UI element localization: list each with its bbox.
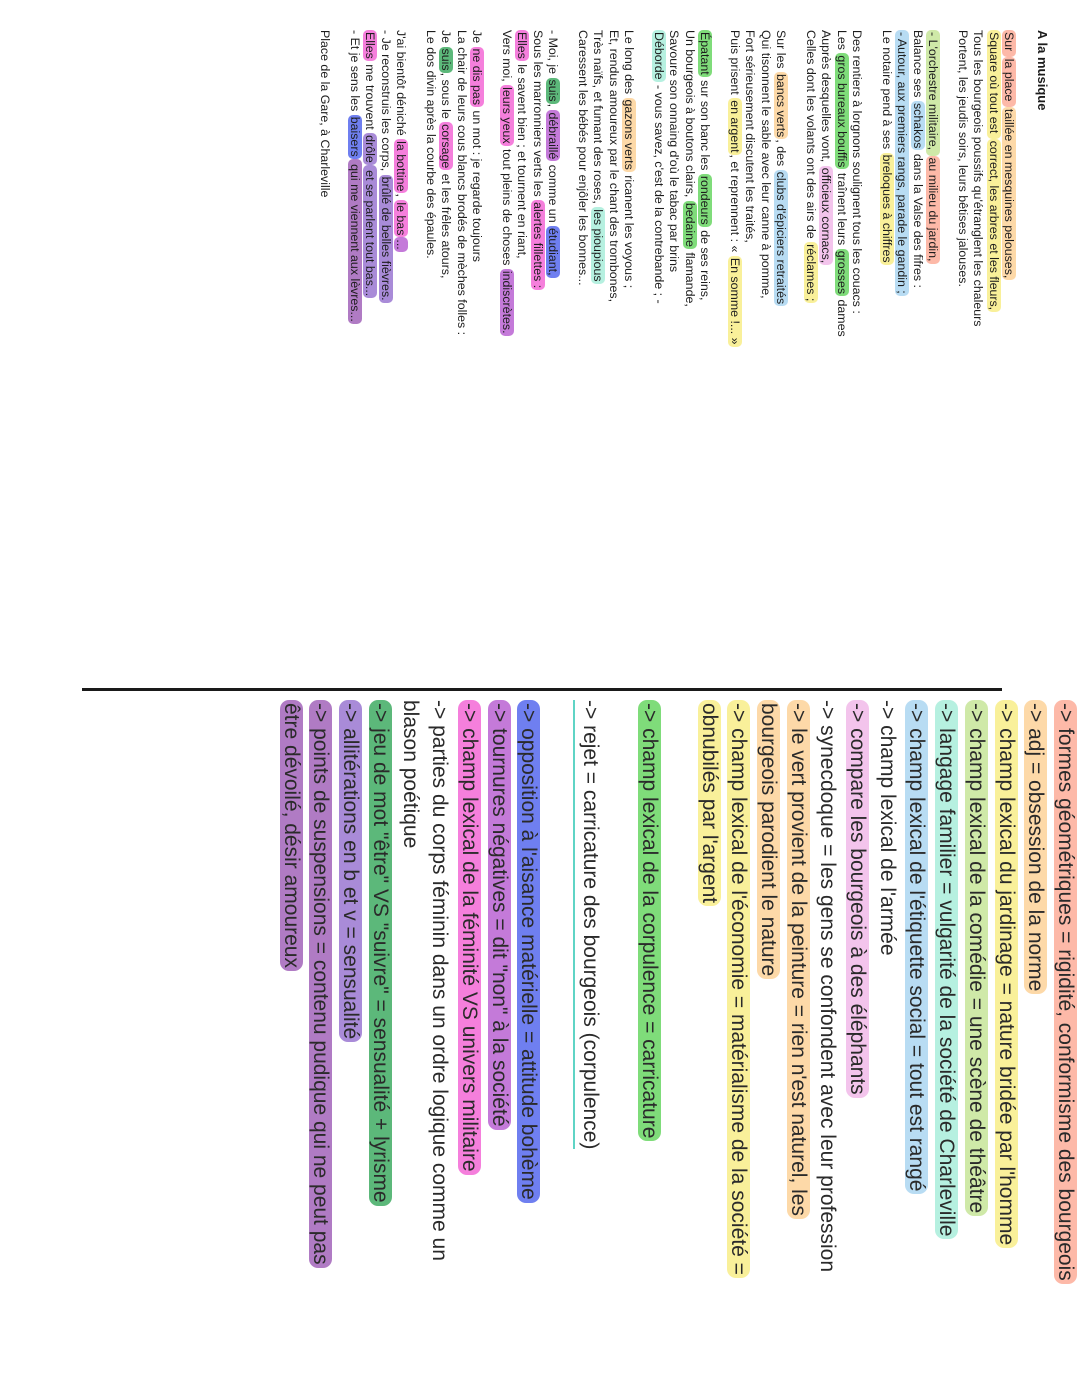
poem-line: [469, 30, 485, 630]
poem-line: [955, 30, 971, 630]
highlighted-phrase: qui me viennent aux lèvres...: [348, 160, 362, 322]
annotation-line: [395, 700, 425, 1380]
highlighted-phrase: bancs verts: [774, 74, 789, 138]
poem-line: [651, 30, 667, 630]
annotation-line: [484, 700, 514, 1380]
highlighted-phrase: grosses: [835, 250, 849, 295]
poem-line: [454, 30, 470, 630]
highlighted-phrase: clubs d'épiciers retraités: [774, 171, 789, 305]
poem-text: flamande,: [683, 248, 697, 307]
highlighted-phrase: drôle: [363, 135, 378, 163]
poem-text: Très naïfs, et fumant des roses,: [591, 30, 606, 208]
poem-line: [545, 30, 561, 630]
poem-line: [514, 30, 530, 630]
poem-line: [818, 30, 834, 630]
poem-text: sur son banc les: [698, 76, 713, 174]
annotation-text: bourgeois parodient le nature: [757, 700, 780, 979]
annotations: [276, 700, 1080, 1380]
poem-text: Fort sérieusement discutent les traités,: [743, 30, 758, 243]
poem-text: Savoure son onnaing d'où le tabac par brins: [667, 30, 682, 273]
poem-line: [575, 30, 591, 630]
annotation-line: [573, 700, 605, 1380]
highlighted-phrase: suis: [546, 79, 561, 102]
poem-text: Le dos divin après la courbe des épaules.: [424, 30, 438, 259]
poem-title: A la musique: [1035, 30, 1050, 111]
poem-line: [773, 30, 789, 630]
poem-text: Je: [439, 30, 454, 47]
annotation-text: -> champ lexical de l'armée: [875, 700, 899, 956]
poem-line: [803, 30, 819, 630]
highlighted-phrase: alertes fillettes :: [531, 202, 545, 289]
annotation-text: obnubilés par l'argent: [698, 700, 721, 906]
highlighted-phrase: brûlé de belles fièvres.: [379, 176, 393, 301]
poem-line: [894, 30, 910, 630]
note-spacer: [664, 700, 694, 1380]
annotation-line: [454, 700, 484, 1380]
poem-text: Sur les: [774, 30, 789, 73]
highlighted-phrase: au milieu du jardin,: [926, 157, 941, 262]
highlighted-phrase: Elles: [515, 32, 530, 59]
poem-text: Je: [470, 30, 485, 47]
annotation-text: -> tournures négatives = dit "non" à la société: [488, 700, 511, 1130]
poem-text: Portent, les jeudis soirs, leurs bêtises jalouses.: [956, 30, 970, 287]
annotation-line: [634, 700, 664, 1380]
highlighted-phrase: les pioupious: [591, 209, 606, 282]
annotation-line: [961, 700, 991, 1380]
highlighted-phrase: En somme !... »: [728, 257, 742, 345]
annotation-line: [724, 700, 754, 1380]
poem-text: - vous savez, c'est de la contrebande ; -: [652, 81, 666, 304]
note-spacer: [543, 700, 573, 1380]
poem-text: La chair de leurs cous blancs brodés de mèches folles :: [455, 30, 469, 336]
highlighted-phrase: - L'orchestre militaire,: [926, 32, 941, 154]
poem-line: [347, 30, 363, 630]
annotation-text: -> jeu de mot "être" VS "suivre" = sensualité + lyrisme: [369, 700, 392, 1206]
poem-text: J'ai bientôt déniché: [394, 30, 409, 140]
poem-line: [970, 30, 986, 630]
highlighted-phrase: le bas: [394, 202, 409, 236]
annotation-text: -> champ lexical de l'étiquette social = tout est rangé: [905, 700, 928, 1194]
poem-line: [606, 30, 622, 630]
annotation-line: [306, 700, 336, 1380]
poem-stanzas: [347, 30, 1017, 630]
poem-stanza: [575, 30, 637, 630]
annotation-line: [365, 700, 395, 1380]
highlighted-phrase: Elles: [363, 32, 378, 59]
poem-line: [423, 30, 439, 630]
poem-text: Sous les marronniers verts les: [531, 30, 545, 201]
poem-text: Puis prisent: [728, 30, 742, 99]
poem-line: [530, 30, 546, 630]
annotation-text: -> rejet = carricature des bourgeois (corpulence): [573, 700, 605, 1149]
poem-stanza: [347, 30, 409, 630]
annotation-line: [425, 700, 455, 1380]
highlighted-phrase: débraillé: [546, 112, 561, 160]
highlighted-phrase: rondeurs: [698, 175, 713, 225]
poem-text: , sous le: [439, 72, 454, 123]
annotation-line: [783, 700, 813, 1380]
poem-text: Auprès desquelles vont,: [819, 30, 834, 166]
note-spacer: [605, 700, 635, 1380]
annotation-line: [514, 700, 544, 1380]
poem-text: Le long des: [622, 30, 637, 98]
poem-text: Des rentiers à lorgnons soulignent tous les couacs :: [850, 30, 865, 314]
poem-line: [362, 30, 378, 630]
highlighted-phrase: corsage: [439, 124, 454, 169]
poem-text: - Je reconstruis les corps,: [379, 30, 393, 175]
highlighted-phrase: taillée en mesquines pelouses,: [1002, 108, 1017, 279]
annotation-line: [931, 700, 961, 1380]
poem-line: [621, 30, 637, 630]
highlighted-phrase: - Autour, aux premiers rangs, parade le gandin ;: [895, 32, 910, 294]
highlighted-phrase: en argent: [728, 100, 742, 153]
poem-text: de ses reins,: [698, 226, 713, 301]
poem-text: dames: [835, 296, 849, 337]
highlighted-phrase: bedaine: [683, 202, 697, 247]
poem-text: Celles dont les volants ont des airs de: [804, 30, 818, 243]
highlighted-phrase: gros bureaux bouffis: [835, 55, 849, 168]
highlighted-phrase: suis: [439, 48, 454, 71]
poem-line: [879, 30, 895, 630]
annotation-line: [1021, 700, 1051, 1380]
annotation-text: -> champ lexical de la féminité VS univers militaire: [458, 700, 481, 1175]
annotation-text: -> points de suspensions = contenu pudique qui ne peut pas: [309, 700, 332, 1268]
poem-text: Les: [835, 30, 849, 54]
column-divider: [82, 688, 1002, 691]
poem-text: - Et je sens les: [348, 30, 362, 115]
highlighted-phrase: étudiant,: [546, 228, 561, 276]
poem-stanza: [879, 30, 941, 630]
annotation-text: -> synecdoque = les gens se confondent avec leur profession: [816, 700, 840, 1273]
poem-line: [925, 30, 941, 630]
annotation-text: -> parties du corps féminin dans un ordre logique comme un: [428, 700, 452, 1261]
highlighted-phrase: Épatant: [698, 32, 713, 75]
poem-text: , et reprennent : «: [728, 154, 742, 256]
poem-stanza: [499, 30, 561, 630]
poem-line: [682, 30, 698, 630]
annotation-line: [276, 700, 306, 1380]
poem-line: [499, 30, 515, 630]
annotation-line: [902, 700, 932, 1380]
poem-text: - Moi, je: [546, 30, 561, 78]
annotation-text: -> formes géométriques = rigidité, conformisme des bourgeois: [1054, 700, 1077, 1284]
poem-stanza: [955, 30, 1017, 630]
poem-text: Vers moi,: [500, 30, 514, 86]
annotation-line: [335, 700, 365, 1380]
poem-text: Caressent les bébés pour enjôler les bonnes...: [576, 30, 590, 286]
poem-text: et les frêles atours,: [439, 170, 454, 279]
annotation-line: [813, 700, 843, 1380]
highlighted-phrase: et se parlent tout bas...: [363, 166, 378, 297]
annotation-line: [753, 700, 783, 1380]
poem-line: [758, 30, 774, 630]
poem-line: [666, 30, 682, 630]
poem-line: [834, 30, 850, 630]
poem-line: [438, 30, 454, 630]
highlighted-phrase: Sur: [1002, 32, 1017, 55]
poem-text: Et, rendus amoureux par le chant des trombones,: [607, 30, 621, 303]
annotation-text: -> le vert provient de la peinture = rien n'est naturel, les: [787, 700, 810, 1219]
poem-place: Place de la Gare, à Charleville: [318, 30, 333, 198]
poem-text: dans la Valse des fifres :: [911, 150, 925, 288]
annotation-text: -> langage familier = vulgarité de la société de Charleville: [935, 700, 958, 1239]
annotation-text: -> champ lexical de l'économie = matérialisme de la société =: [727, 700, 750, 1278]
annotation-text: -> champ lexical de la comédie = une scène de théâtre: [965, 700, 988, 1216]
annotation-text: -> opposition à l'aisance matérielle = attitude bohème: [517, 700, 540, 1203]
poem-stanza: [727, 30, 789, 630]
highlighted-phrase: baisers: [348, 116, 362, 157]
poem-line: [986, 30, 1002, 630]
poem: [317, 30, 1050, 630]
poem-text: Un bourgeois à boutons clairs,: [683, 30, 697, 201]
poem-line: [742, 30, 758, 630]
annotation-text: -> champ lexical de la corpulence = carricature: [638, 700, 661, 1141]
annotation-line: [694, 700, 724, 1380]
highlighted-phrase: indiscrètes.: [500, 270, 514, 334]
highlighted-phrase: Déborde: [652, 32, 666, 80]
poem-text: le savent bien ; et tournent en riant,: [515, 60, 530, 259]
highlighted-phrase: Square où tout est: [987, 32, 1001, 137]
poem-text: tout pleins de choses: [500, 145, 514, 269]
highlighted-phrase: la bottine: [394, 141, 409, 192]
poem-text: , des: [774, 139, 789, 170]
poem-text: ricanent les voyous ;: [622, 171, 637, 289]
poem-line: [378, 30, 394, 630]
annotation-text: être dévoilé, désir amoureux: [280, 700, 303, 971]
poem-line: [697, 30, 713, 630]
poem-text: ,: [546, 103, 561, 111]
poem-text: un mot : je regarde toujours: [470, 107, 485, 262]
poem-line: [1001, 30, 1017, 630]
annotation-text: -> compare les bourgeois à des éléphants: [846, 700, 869, 1098]
poem-text: Balance ses: [911, 30, 925, 101]
poem-text: me trouvent: [363, 60, 378, 134]
poem-stanza: [803, 30, 865, 630]
poem-text: Qui tisonnent le sable avec leur canne à pomme,: [759, 30, 773, 299]
annotation-text: blason poétique: [398, 700, 422, 849]
poem-stanza: [651, 30, 713, 630]
poem-text: traînent leurs: [835, 169, 849, 249]
poem-text: Tous les bourgeois poussifs qu'étranglent les chaleurs: [971, 30, 986, 327]
poem-stanza: [423, 30, 485, 630]
annotation-text: -> champ lexical du jardinage = nature bridée par l'homme: [995, 700, 1018, 1248]
poem-text: comme un: [546, 161, 561, 227]
poem-line: [590, 30, 606, 630]
annotation-line: [872, 700, 902, 1380]
annotation-line: [842, 700, 872, 1380]
annotation-line: [1050, 700, 1080, 1380]
annotation-text: -> adj = obsession de la norme: [1024, 700, 1047, 994]
highlighted-phrase: ne dis pas: [470, 48, 485, 106]
highlighted-phrase: ...: [394, 239, 409, 250]
poem-line: [849, 30, 865, 630]
highlighted-phrase: breloques à chiffres: [880, 154, 894, 263]
highlighted-phrase: réclames ;: [804, 244, 818, 302]
highlighted-phrase: schakos: [911, 102, 925, 149]
poem-line: [910, 30, 926, 630]
highlighted-phrase: gazons verts: [622, 99, 637, 170]
highlighted-phrase: correct, les arbres et les fleurs,: [987, 140, 1001, 311]
highlighted-phrase: leurs yeux: [500, 87, 514, 144]
highlighted-phrase: la place: [1002, 58, 1017, 105]
poem-line: [727, 30, 743, 630]
highlighted-phrase: officieux cornacs,: [819, 167, 834, 264]
poem-text: ,: [394, 193, 409, 201]
poem-line: [393, 30, 409, 630]
poem-text: Le notaire pend à ses: [880, 30, 894, 153]
annotation-text: -> allitérations en b et v = sensualité: [339, 700, 362, 1042]
annotation-line: [991, 700, 1021, 1380]
